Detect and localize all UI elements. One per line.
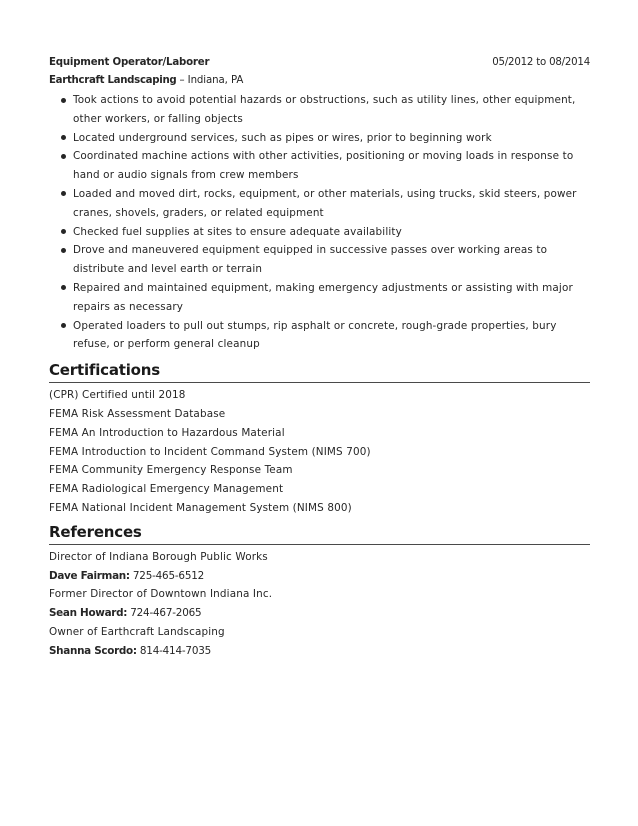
list-item [49,223,590,242]
resume-page [49,54,590,661]
duty-text: Checked fuel supplies at sites to ensure adequate availability [73,225,402,238]
reference-role: Owner of Earthcraft Landscaping [49,625,225,638]
list-item [49,129,590,148]
reference-role: Director of Indiana Borough Public Works [49,550,268,563]
list-item [49,279,590,317]
reference-role: Former Director of Downtown Indiana Inc. [49,588,273,601]
reference-contact [49,567,590,586]
certification-item: FEMA National Incident Management System (NIMS 800) [49,501,352,514]
job-dates: 05/2012 to 08/2014 [492,57,590,68]
reference-phone: 814-414-7035 [136,644,212,657]
certifications-list [49,386,590,518]
bullet-icon [61,98,66,103]
certification-item: FEMA Risk Assessment Database [49,407,226,420]
certification-item: FEMA An Introduction to Hazardous Material [49,426,285,439]
duty-text: Loaded and moved dirt, rocks, equipment, or other materials, using trucks, skid steers, power cranes, shovels, graders, or related equipment [73,187,577,219]
reference-name: Sean Howard: [49,607,128,620]
bullet-icon [61,248,66,253]
reference-contact [49,642,590,661]
references-heading: References [49,522,590,545]
duty-text: Coordinated machine actions with other activities, positioning or moving loads in response to hand or audio signals from crew members [73,150,574,182]
duty-text: Located underground services, such as pipes or wires, prior to beginning work [73,131,492,144]
certifications-heading: Certifications [49,360,590,383]
bullet-icon [61,191,66,196]
bullet-icon [61,135,66,140]
list-item [49,147,590,185]
company-name: Earthcraft Landscaping [49,75,177,86]
bullet-icon [61,229,66,234]
reference-phone: 724-467-2065 [127,607,202,620]
job-header [49,54,590,72]
list-item [49,91,590,129]
job-duties-list [49,91,590,354]
reference-phone: 725-465-6512 [129,569,205,582]
list-item [49,317,590,355]
duty-text: Took actions to avoid potential hazards or obstructions, such as utility lines, other equipment, other workers, or falling objects [73,94,576,125]
certification-item: FEMA Radiological Emergency Management [49,483,284,496]
duty-text: Repaired and maintained equipment, making emergency adjustments or assisting with major repairs as necessary [73,281,573,313]
bullet-icon [61,154,66,159]
duty-text: Operated loaders to pull out stumps, rip asphalt or concrete, rough-grade properties, bury refuse, or perform general cleanup [73,319,557,351]
list-item [49,241,590,279]
bullet-icon [61,323,66,328]
certification-item: (CPR) Certified until 2018 [49,389,186,402]
job-title: Equipment Operator/Laborer [49,57,210,68]
company-line [49,72,590,90]
reference-name: Dave Fairman: [49,569,130,582]
company-location: – Indiana, PA [176,75,244,86]
references-list [49,548,590,661]
bullet-icon [61,285,66,290]
reference-contact [49,604,590,623]
reference-name: Shanna Scordo: [49,644,137,657]
list-item [49,185,590,223]
certification-item: FEMA Introduction to Incident Command System (NIMS 700) [49,445,371,458]
duty-text: Drove and maneuvered equipment equipped in successive passes over working areas to distribute and level earth or terrain [73,244,548,276]
certification-item: FEMA Community Emergency Response Team [49,464,293,477]
